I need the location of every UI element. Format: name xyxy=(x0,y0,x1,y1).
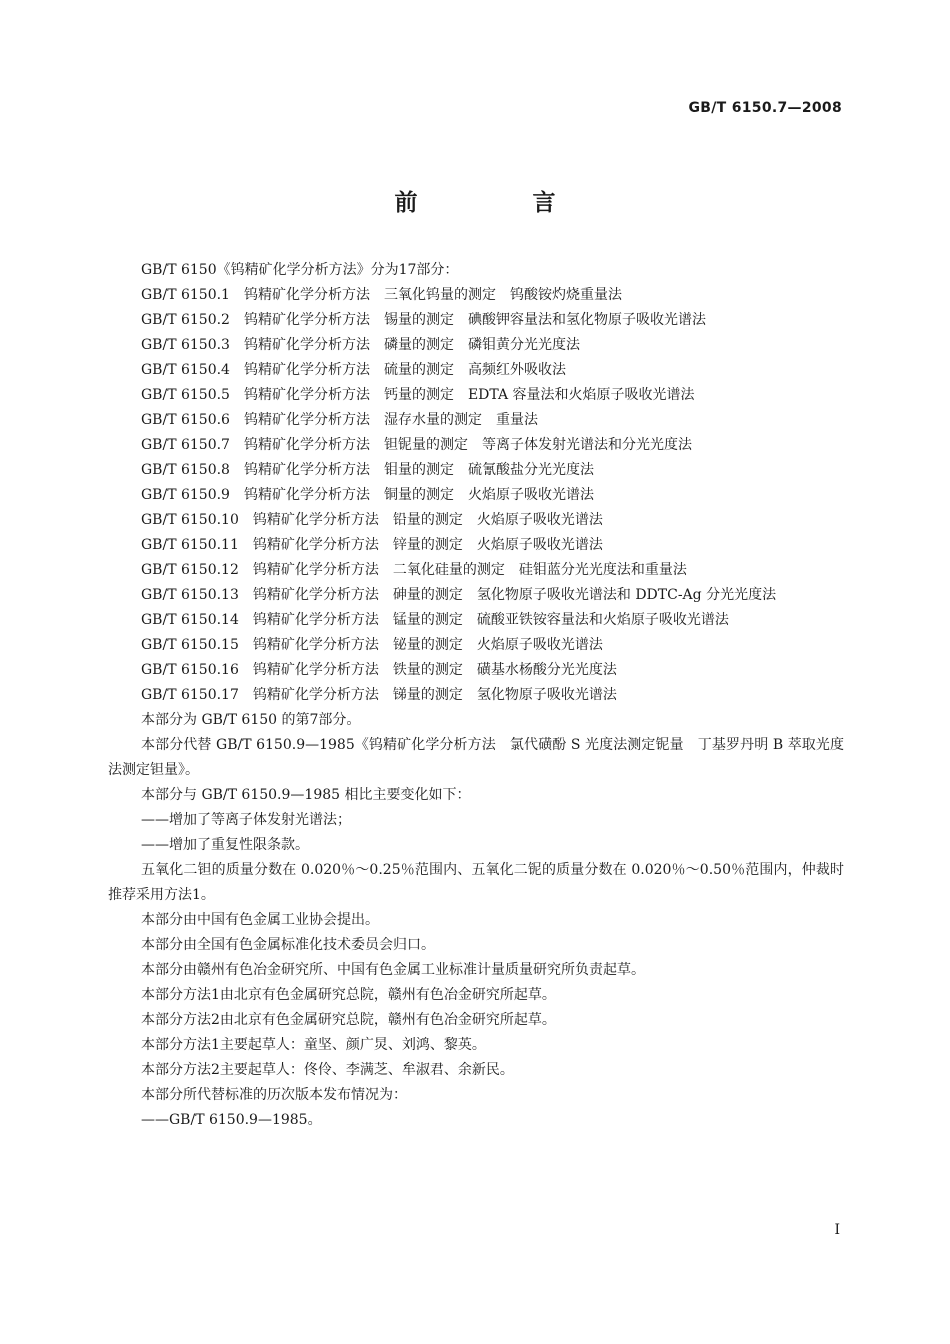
paragraph: GB/T 6150.8 钨精矿化学分析方法 钼量的测定 硫氰酸盐分光光度法 xyxy=(141,462,594,478)
paragraph: ——GB/T 6150.9—1985。 xyxy=(141,1112,322,1128)
paragraph: GB/T 6150.2 钨精矿化学分析方法 锡量的测定 碘酸钾容量法和氢化物原子吸收光谱法 xyxy=(141,312,706,328)
paragraph: 本部分由中国有色金属工业协会提出。 xyxy=(141,912,379,928)
paragraph: GB/T 6150《钨精矿化学分析方法》分为17部分： xyxy=(141,262,459,278)
paragraph: 本部分所代替标准的历次版本发布情况为： xyxy=(141,1087,407,1103)
paragraph: GB/T 6150.7 钨精矿化学分析方法 钽铌量的测定 等离子体发射光谱法和分光光度法 xyxy=(141,437,692,453)
paragraph: GB/T 6150.4 钨精矿化学分析方法 硫量的测定 高频红外吸收法 xyxy=(141,362,566,378)
paragraph: GB/T 6150.17 钨精矿化学分析方法 锑量的测定 氢化物原子吸收光谱法 xyxy=(141,687,617,703)
page-title: 前 言 xyxy=(394,190,602,216)
page-number: I xyxy=(834,1222,840,1238)
paragraph: 本部分为 GB/T 6150 的第7部分。 xyxy=(141,712,361,728)
paragraph: 本部分方法1由北京有色金属研究总院，赣州有色冶金研究所起草。 xyxy=(141,987,556,1003)
paragraph: 本部分方法2主要起草人：佟伶、李满芝、牟淑君、余新民。 xyxy=(141,1062,514,1078)
paragraph: ——增加了等离子体发射光谱法； xyxy=(141,812,351,828)
paragraph: 本部分由赣州有色冶金研究所、中国有色金属工业标准计量质量研究所负责起草。 xyxy=(141,962,645,978)
paragraph: GB/T 6150.15 钨精矿化学分析方法 铋量的测定 火焰原子吸收光谱法 xyxy=(141,637,603,653)
paragraph: GB/T 6150.10 钨精矿化学分析方法 铅量的测定 火焰原子吸收光谱法 xyxy=(141,512,603,528)
paragraph: 本部分方法2由北京有色金属研究总院，赣州有色冶金研究所起草。 xyxy=(141,1012,556,1028)
paragraph: GB/T 6150.12 钨精矿化学分析方法 二氧化硅量的测定 硅钼蓝分光光度法和重量法 xyxy=(141,562,687,578)
paragraph: GB/T 6150.9 钨精矿化学分析方法 铜量的测定 火焰原子吸收光谱法 xyxy=(141,487,594,503)
paragraph: GB/T 6150.11 钨精矿化学分析方法 锌量的测定 火焰原子吸收光谱法 xyxy=(141,537,603,553)
paragraph: GB/T 6150.13 钨精矿化学分析方法 砷量的测定 氢化物原子吸收光谱法和 DDTC-Ag 分光光度法 xyxy=(141,587,777,603)
foreword-body xyxy=(108,258,844,1133)
paragraph: 五氧化二钽的质量分数在 0.020％～0.25％范围内、五氧化二铌的质量分数在 0.020％～0.50％范围内，仲裁时推荐采用方法1。 xyxy=(108,862,844,903)
paragraph: GB/T 6150.14 钨精矿化学分析方法 锰量的测定 硫酸亚铁铵容量法和火焰原子吸收光谱法 xyxy=(141,612,729,628)
paragraph: GB/T 6150.16 钨精矿化学分析方法 铁量的测定 磺基水杨酸分光光度法 xyxy=(141,662,617,678)
paragraph: GB/T 6150.6 钨精矿化学分析方法 湿存水量的测定 重量法 xyxy=(141,412,538,428)
paragraph: 本部分由全国有色金属标准化技术委员会归口。 xyxy=(141,937,435,953)
standard-code: GB/T 6150.7—2008 xyxy=(688,100,842,116)
paragraph: GB/T 6150.5 钨精矿化学分析方法 钙量的测定 EDTA 容量法和火焰原子吸收光谱法 xyxy=(141,387,695,403)
paragraph: GB/T 6150.3 钨精矿化学分析方法 磷量的测定 磷钼黄分光光度法 xyxy=(141,337,580,353)
paragraph: 本部分代替 GB/T 6150.9—1985《钨精矿化学分析方法 氯代磺酚 S 光度法测定铌量 丁基罗丹明 B 萃取光度法测定钽量》。 xyxy=(108,737,844,778)
paragraph: ——增加了重复性限条款。 xyxy=(141,837,309,853)
paragraph: 本部分与 GB/T 6150.9—1985 相比主要变化如下： xyxy=(141,787,471,803)
paragraph: GB/T 6150.1 钨精矿化学分析方法 三氧化钨量的测定 钨酸铵灼烧重量法 xyxy=(141,287,622,303)
paragraph: 本部分方法1主要起草人：童坚、颜广炅、刘鸿、黎英。 xyxy=(141,1037,486,1053)
